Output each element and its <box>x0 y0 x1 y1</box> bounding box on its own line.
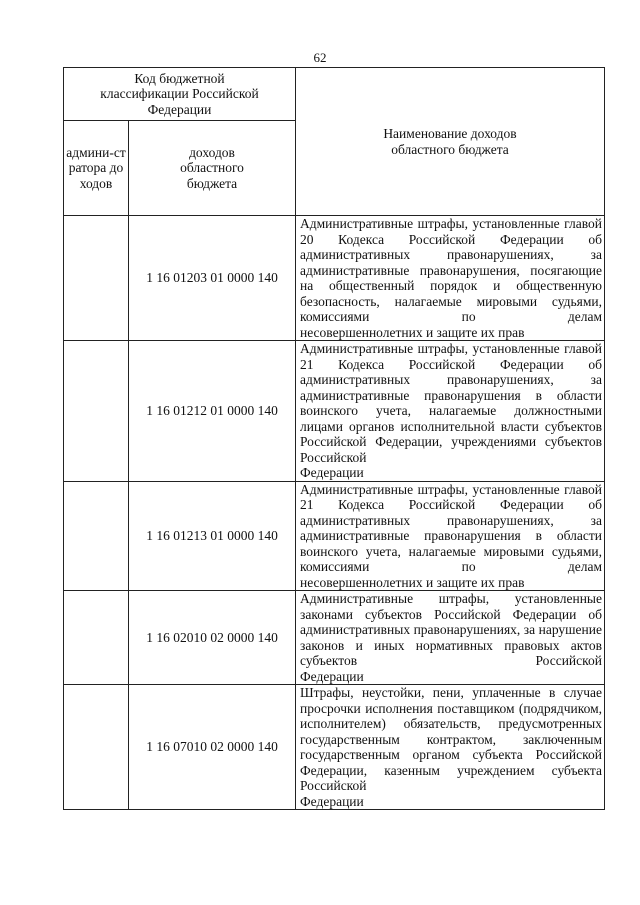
description-last-line: Федерации <box>300 668 364 684</box>
description-last-line: Федерации <box>300 793 364 809</box>
income-code-cell: 1 16 01213 01 0000 140 <box>129 481 296 591</box>
header-income-name <box>296 68 605 216</box>
admin-code-cell <box>64 341 129 482</box>
description-text: Административные штрафы, установленные законами субъектов Российской Федерации об административных правонарушениях, за нарушение законов и иных нормативных правовых актов субъектов Российской <box>300 591 602 668</box>
income-description-cell <box>296 685 605 810</box>
income-description-cell <box>296 591 605 685</box>
description-text: Административные штрафы, установленные главой 21 Кодекса Российской Федерации об административных правонарушениях, за административные правонарушения в области воинского учета, налагаемые должностными лицами органов исполнительной власти субъектов Российской Федерации, учреждениями субъектов Российской <box>300 341 602 465</box>
admin-code-cell <box>64 591 129 685</box>
income-description-cell <box>296 216 605 341</box>
income-code-cell: 1 16 01212 01 0000 140 <box>129 341 296 482</box>
admin-code-cell <box>64 481 129 591</box>
table-row <box>64 341 605 482</box>
description-last-line: Федерации <box>300 465 364 480</box>
header-income-label: доходов областного бюджета <box>180 144 244 191</box>
table-row <box>64 591 605 685</box>
table-row <box>64 685 605 810</box>
income-description-cell <box>296 481 605 591</box>
header-income-column <box>129 121 296 216</box>
header-name-label: Наименование доходов областного бюджета <box>383 126 517 157</box>
header-group-label: Код бюджетной классификации Российской Федерации <box>100 70 259 117</box>
description-text: Административные штрафы, установленные главой 21 Кодекса Российской Федерации об административных правонарушениях, за административные правонарушения в области воинского учета, налагаемые мировыми судьями, комиссиями по делам <box>300 481 602 574</box>
description-text: Штрафы, неустойки, пени, уплаченные в случае просрочки исполнения поставщиком (подрядчиком, исполнителем) обязательств, предусмотренных государственным контрактом, заключенным государственным органом субъекта Российской Федерации, казенным учреждением субъекта Российской <box>300 685 602 793</box>
header-classification-code <box>64 68 296 121</box>
income-code-cell: 1 16 02010 02 0000 140 <box>129 591 296 685</box>
header-admin-column <box>64 121 129 216</box>
description-last-line: несовершеннолетних и защите их прав <box>300 574 525 590</box>
page-number: 62 <box>313 50 327 65</box>
admin-code-cell <box>64 685 129 810</box>
header-admin-label: админи-стратора доходов <box>66 144 126 191</box>
income-code-cell: 1 16 07010 02 0000 140 <box>129 685 296 810</box>
description-last-line: несовершеннолетних и защите их прав <box>300 324 525 340</box>
table-row <box>64 216 605 341</box>
income-description-cell <box>296 341 605 482</box>
table-row <box>64 481 605 591</box>
description-text: Административные штрафы, установленные главой 20 Кодекса Российской Федерации об административных правонарушениях, за административные правонарушения, посягающие на общественный порядок и общественную безопасность, налагаемые мировыми судьями, комиссиями по делам <box>300 216 602 324</box>
admin-code-cell <box>64 216 129 341</box>
budget-classification-table <box>63 67 605 810</box>
income-code-cell: 1 16 01203 01 0000 140 <box>129 216 296 341</box>
